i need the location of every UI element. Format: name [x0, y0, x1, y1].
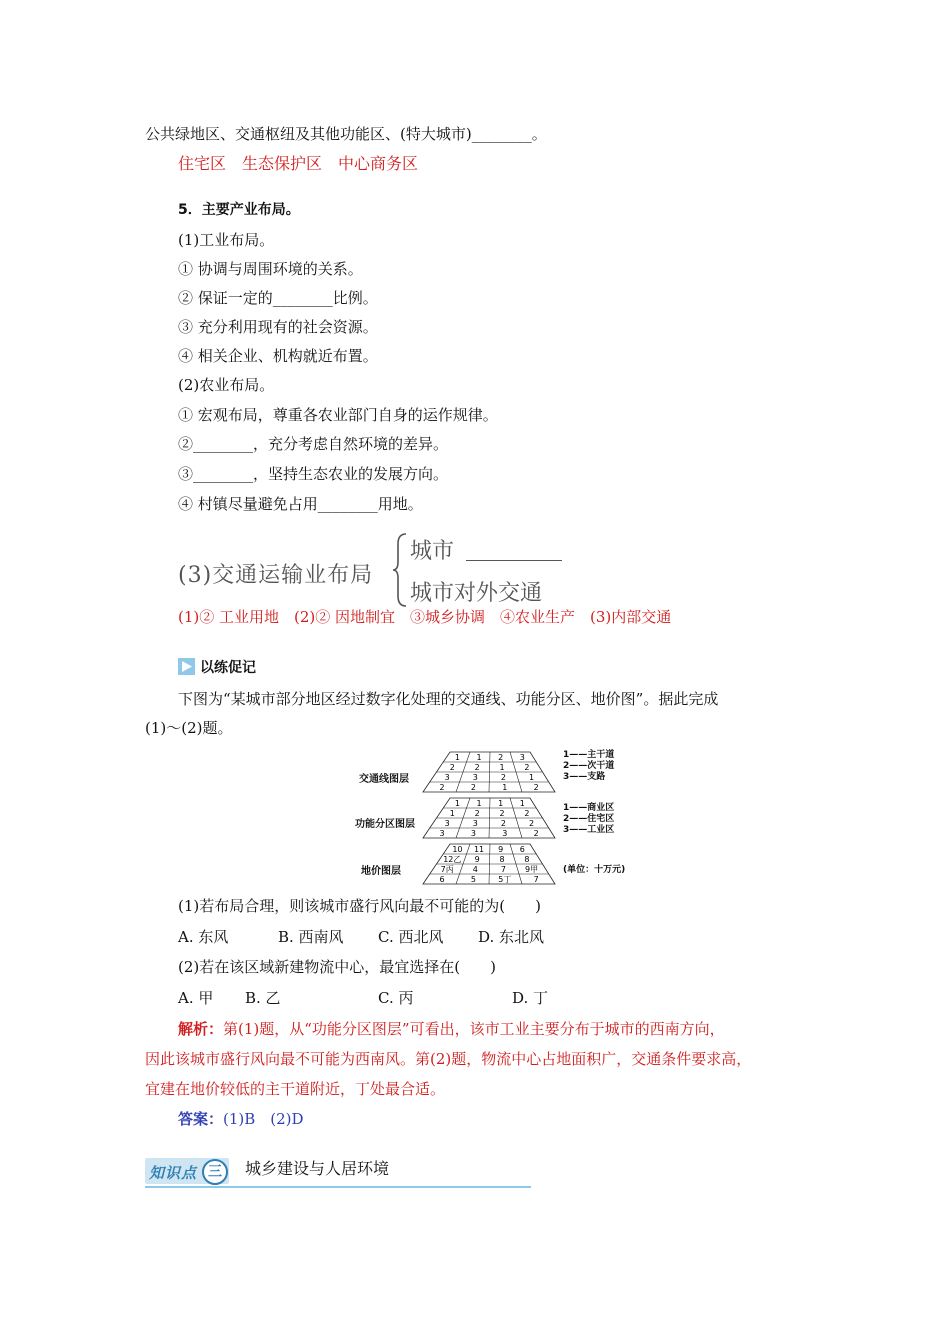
grid-cell-value: 2: [500, 773, 506, 782]
legend-item: 1——商业区: [563, 803, 615, 813]
answer-line: [178, 1108, 304, 1130]
text-line: ③________，坚持生态农业的发展方向。: [178, 465, 449, 483]
grid-cell-value: 2: [533, 783, 539, 792]
option: C. 西北风: [378, 928, 444, 946]
option: B. 西南风: [278, 928, 344, 946]
grid-cell-value: 1: [476, 799, 482, 808]
option: C. 丙: [378, 989, 414, 1007]
grid-cell-value: 7: [533, 875, 539, 884]
grid-cell-value: 7丙: [440, 865, 454, 874]
question-2: (2)若在该区域新建物流中心，最宜选择在( ): [178, 958, 496, 976]
grid-cell-value: 7: [500, 865, 506, 874]
answer-value: (1)B (2)D: [223, 1110, 304, 1128]
option: D. 丁: [512, 989, 549, 1007]
legend-traffic: [563, 750, 614, 783]
grid-cell-value: 3: [502, 829, 508, 838]
grid-cell-value: 3: [519, 753, 525, 762]
text-line: ② 保证一定的________比例。: [178, 289, 378, 307]
grid-cell-value: 3: [472, 773, 478, 782]
grid-cell-value: 2: [470, 783, 476, 792]
analysis-label: 解析：: [178, 1020, 224, 1038]
grid-cell-value: 2: [474, 809, 480, 818]
analysis-line: [178, 1018, 725, 1040]
grid-cell-value: 3: [472, 819, 478, 828]
practice-title: 以练促记: [200, 660, 256, 676]
grid-cell-value: 6: [439, 875, 445, 884]
question-1: (1)若布局合理，则该城市盛行风向最不可能的为( ): [178, 897, 541, 915]
legend-item: 2——次干道: [563, 761, 615, 771]
legend-item: 2——住宅区: [563, 814, 615, 824]
legend-item: 3——支路: [563, 772, 606, 782]
answer-line: 住宅区 生态保护区 中心商务区: [178, 154, 419, 173]
legend-item: 1——主干道: [563, 750, 615, 760]
transport-brace: [178, 530, 578, 610]
layer-label: 地价图层: [361, 866, 401, 877]
text-line: ③ 充分利用现有的社会资源。: [178, 318, 378, 336]
section-badge: [145, 1158, 229, 1184]
grid-cell-value: 11: [473, 845, 485, 854]
grid-cell-value: 9: [474, 855, 480, 864]
grid-cell-value: 1: [499, 763, 505, 772]
text-line: ②________，充分考虑自然环境的差异。: [178, 435, 449, 453]
curly-brace-icon: [392, 532, 408, 608]
grid-cell-value: 3: [470, 829, 476, 838]
option: A. 东风: [178, 928, 229, 946]
grid-cell-value: 10: [452, 845, 463, 854]
text-line: ① 协调与周围环境的关系。: [178, 260, 363, 278]
text-line: ④ 村镇尽量避免占用________用地。: [178, 495, 423, 513]
answer-label: 答案：: [178, 1110, 224, 1128]
text-line: (1)工业布局。: [178, 231, 275, 249]
grid-cell-value: 12乙: [443, 855, 462, 864]
option: A. 甲: [178, 989, 214, 1007]
text-line: 下图为“某城市部分地区经过数字化处理的交通线、功能分区、地价图”。据此完成: [178, 690, 719, 708]
section-number: 三: [202, 1159, 228, 1185]
grid-cell-value: 2: [524, 809, 530, 818]
grid-cell-value: 3: [444, 819, 450, 828]
grid-cell-value: 4: [472, 865, 478, 874]
grid-cell-value: 2: [498, 753, 504, 762]
brace-item-external: 城市对外交通: [410, 581, 543, 606]
answer-line: (1)② 工业用地 (2)② 因地制宜 ③城乡协调 ④农业生产 (3)内部交通: [178, 608, 672, 626]
text-line: (1)～(2)题。: [145, 719, 233, 737]
grid-cell-value: 1: [519, 799, 525, 808]
grid-cell-value: 1: [529, 773, 535, 782]
grid-cell-value: 2: [524, 763, 530, 772]
analysis-line: 宜建在地价较低的主干道附近，丁处最合适。: [145, 1080, 446, 1098]
section-title: 城乡建设与人居环境: [245, 1159, 390, 1178]
text-line: ④ 相关企业、机构就近布置。: [178, 347, 378, 365]
grid-cell-value: 1: [454, 799, 460, 808]
grid-cell-value: 9: [498, 845, 504, 854]
brace-item-city: 城市: [410, 539, 455, 564]
grid-cell-value: 1: [476, 753, 482, 762]
grid-cell-value: 2: [449, 763, 455, 772]
section-badge-text: 知识点: [149, 1164, 198, 1182]
brace-heading: (3)交通运输业布局: [178, 563, 374, 588]
grid-cell-value: 8: [499, 855, 505, 864]
text-line: ① 宏观布局，尊重各农业部门自身的运作规律。: [178, 406, 498, 424]
grid-cell-value: 2: [474, 763, 480, 772]
analysis-line: 因此该城市盛行风向最不可能为西南风。第(2)题，物流中心占地面积广，交通条件要求高，: [145, 1050, 752, 1068]
grid-cell-value: 2: [529, 819, 535, 828]
grid-cell-value: 1: [449, 809, 455, 818]
section-header: [145, 1154, 531, 1188]
analysis-text: 第(1)题，从“功能分区图层”可看出，该市工业主要分布于城市的西南方向，: [223, 1020, 725, 1038]
grid-cell-value: 1: [502, 783, 508, 792]
grid-cell-value: 2: [533, 829, 539, 838]
grid-cell-value: 6: [519, 845, 525, 854]
text-line: 公共绿地区、交通枢纽及其他功能区、(特大城市)________。: [145, 125, 547, 143]
legend-unit: (单位：十万元): [563, 865, 626, 875]
play-triangle-icon: [178, 658, 195, 675]
text-line: (2)农业布局。: [178, 376, 275, 394]
grid-cell-value: 2: [500, 819, 506, 828]
layer-figure: [355, 748, 635, 894]
section-heading: 5．主要产业布局。: [178, 202, 300, 218]
layer-label: 功能分区图层: [355, 819, 415, 830]
layer-label: 交通线图层: [359, 774, 409, 785]
grid-cell-value: 1: [454, 753, 460, 762]
option: D. 东北风: [478, 928, 545, 946]
grid-cell-value: 2: [499, 809, 505, 818]
grid-cell-value: 2: [439, 783, 445, 792]
section-underline: [145, 1186, 531, 1188]
grid-cell-value: 3: [444, 773, 450, 782]
grid-cell-value: 9甲: [525, 865, 539, 874]
legend-item: 3——工业区: [563, 825, 615, 835]
grid-cell-value: 3: [439, 829, 445, 838]
grid-cell-value: 8: [524, 855, 530, 864]
legend-function: [563, 803, 614, 836]
blank-line: [466, 560, 562, 561]
grid-cell-value: 5丁: [498, 875, 512, 884]
option: B. 乙: [245, 989, 281, 1007]
grid-cell-value: 1: [498, 799, 504, 808]
grid-cell-value: 5: [470, 875, 476, 884]
